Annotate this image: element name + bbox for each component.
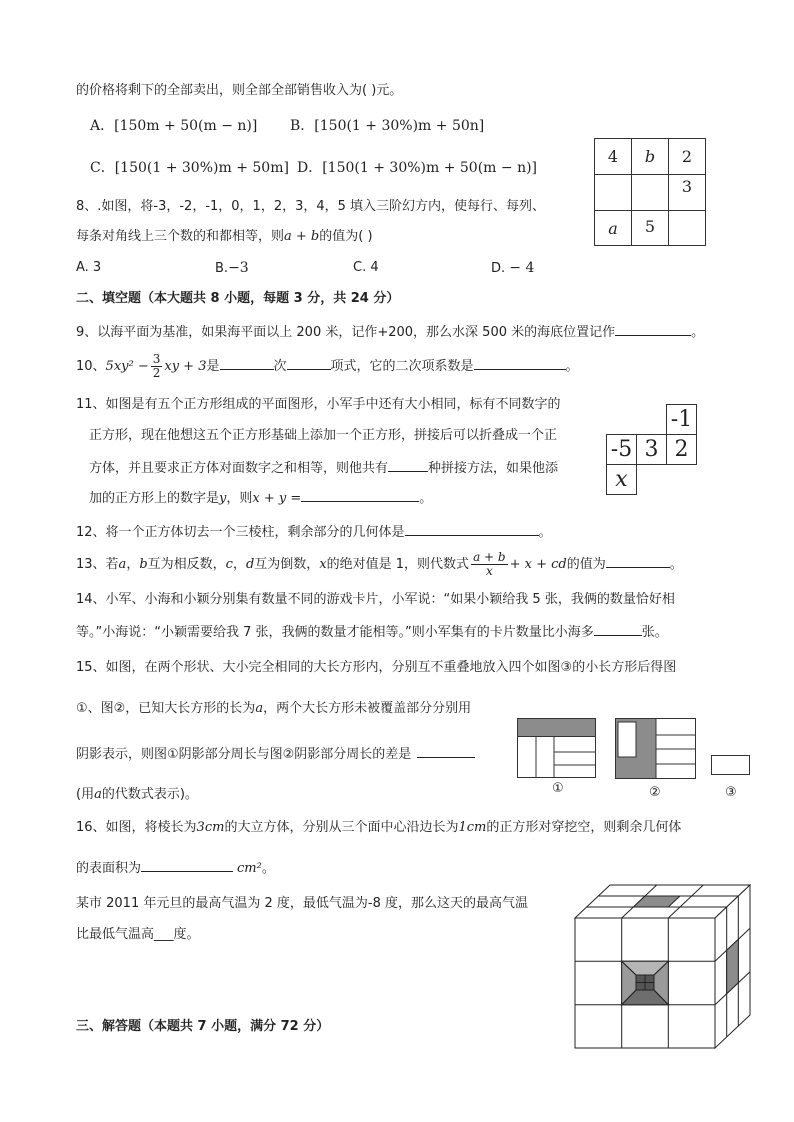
q8-line2-post: 的值为( ): [319, 229, 373, 244]
q16-hole-size: 1cm: [458, 820, 487, 835]
q11-variable-y: y: [219, 491, 227, 506]
net-square-mid: 2: [666, 434, 697, 465]
q13-pre: 13、若: [76, 557, 119, 572]
q16-line1-post: 的正方形对穿挖空，则剩余几何体: [486, 820, 682, 835]
q13-text-5: 的绝对值是 1，则代数式: [326, 557, 470, 572]
q13-text: 13、若a，b互为相反数，c，d互为倒数，x的绝对值是 1，则代数式 $\frac{a + b}{x}$ + x + cd的值为 。: [76, 550, 683, 578]
section-2-title: 二、填空题（本大题共 8 小题，每题 3 分，共 24 分）: [76, 291, 400, 306]
q10-text: 10、5xy² − $\frac{3}{2}$ xy + 3是 次 项式，它的二次项系数是 。: [76, 352, 579, 380]
q15-line2-pre: ①、图②，已知大长方形的长为: [76, 701, 256, 716]
hollowed-cube-figure: [570, 880, 756, 1052]
cube-net: [606, 404, 698, 496]
q8-line2: [76, 228, 373, 246]
q15-line1: 15、如图，在两个形状、大小完全相同的大长方形内，分别互不重叠地放入四个如图③的小长方形后得图: [76, 660, 677, 675]
q8-option-c: C. 4: [353, 260, 379, 275]
magic-cell: b: [631, 138, 669, 175]
q11-line4-mid: ，则: [226, 491, 253, 506]
q10-blank-terms[interactable]: [287, 356, 331, 370]
q13-fraction-numerator: a + b: [473, 550, 506, 564]
q15-line2-post: ，两个大长方形未被覆盖部分分别用: [263, 701, 472, 716]
q14-line2-end: 张。: [641, 625, 668, 640]
q10-expression-b: xy + 3: [164, 359, 207, 374]
q10-number: 10、: [76, 359, 106, 374]
q10-fraction-denominator: 2: [152, 366, 161, 380]
q13-expression-tail: + x + cd: [509, 557, 567, 572]
q8-option-b-value: −3: [228, 260, 249, 276]
magic-cell: [631, 174, 669, 211]
q16-answer-blank[interactable]: [141, 858, 233, 872]
extra-question-line1: 某市 2011 年元旦的最高气温为 2 度，最低气温为-8 度，那么这天的最高气温: [76, 896, 528, 911]
q10-text-2: 次: [273, 359, 287, 374]
magic-cell: 3: [668, 174, 706, 211]
q15-figure-3: [712, 756, 750, 775]
q15-var-a-2: a: [94, 787, 102, 802]
q12-body: 12、将一个正方体切去一个三棱柱，剩余部分的几何体是: [76, 525, 405, 540]
magic-cell: 5: [631, 210, 669, 246]
q10-text-1: 是: [206, 359, 220, 374]
q13-var-b: b: [139, 557, 148, 572]
q7-option-a: A．[150m + 50(m − n)]: [90, 118, 258, 134]
q16-line2-end: 。: [261, 861, 275, 876]
q13-var-a: a: [118, 557, 127, 572]
q13-sep-1: ，: [126, 557, 140, 572]
q9-text: 9、以海平面为基准，如果海平面以上 200 米，记作+200，那么水深 500 米的海底位置记作 。: [76, 322, 704, 342]
q13-text-4: 互为倒数，: [254, 557, 320, 572]
magic-cell: a: [594, 210, 632, 246]
q16-line2: [76, 858, 275, 878]
q11-line4-pre: 加的正方形上的数字是: [89, 491, 220, 506]
magic-cell: [594, 174, 632, 211]
magic-cell: 4: [594, 138, 632, 175]
q13-text-2: 互为相反数，: [147, 557, 226, 572]
net-square-top: -1: [666, 404, 697, 435]
magic-cell: 2: [668, 138, 706, 175]
q13-var-d: d: [245, 557, 255, 572]
q13-fraction-denominator: x: [485, 564, 493, 578]
extra-question-line2: 比最低气温高___度。: [76, 927, 200, 942]
q10-fraction: [151, 353, 163, 380]
q10-expression-a: 5xy² −: [105, 359, 149, 374]
q16-line1-mid: 的大立方体，分别从三个面中心沿边长为: [224, 820, 459, 835]
q16-unit: cm²: [237, 861, 262, 876]
q15-figure-1: [518, 719, 596, 778]
q15-line4: [76, 786, 198, 804]
q8-option-b: [215, 259, 249, 278]
q11-blank-ways[interactable]: [388, 458, 428, 472]
q8-option-d-label: D.: [491, 261, 506, 276]
magic-cell: [668, 210, 706, 246]
q10-fraction-numerator: 3: [152, 352, 161, 366]
q11-line3: [89, 458, 558, 478]
q7-text: 的价格将剩下的全部卖出，则全部全部销售收入为( )元。: [76, 83, 403, 98]
q7-option-c: C．[150(1 + 30%)m + 50m]: [90, 160, 289, 176]
q13-answer-blank[interactable]: [606, 554, 670, 568]
q15-line4-pre: (用: [76, 787, 95, 802]
q15-var-a: a: [255, 701, 264, 716]
q14-line1: 14、小军、小海和小颖分别集有数量不同的游戏卡片，小军说：“如果小颖给我 5 张，我俩的数量恰好相: [76, 592, 675, 607]
q13-var-c: c: [225, 557, 233, 572]
q16-edge-length: 3cm: [196, 820, 225, 835]
q12-answer-blank[interactable]: [405, 522, 539, 536]
figure-label-3: ③: [725, 785, 737, 800]
q14-line2-text: 等。”小海说：“小颖需要给我 7 张，我俩的数量才能相等。”则小军集有的卡片数量比小海多: [76, 625, 594, 640]
q8-line2-pre: 每条对角线上三个数的和都相等，则: [76, 229, 285, 244]
figure-label-2: ②: [649, 785, 661, 800]
q13-fraction: [471, 551, 508, 578]
q7-option-d: D．[150(1 + 30%)m + 50(m − n)]: [297, 160, 538, 176]
q9-body: 9、以海平面为基准，如果海平面以上 200 米，记作+200，那么水深 500 米的海底位置记作: [76, 325, 616, 340]
q12-text: 12、将一个正方体切去一个三棱柱，剩余部分的几何体是 。: [76, 522, 552, 542]
figure-label-1: ①: [552, 781, 564, 796]
net-square-mid: 3: [636, 434, 667, 465]
net-square-mid: -5: [606, 434, 637, 465]
q15-line2: [76, 700, 471, 718]
q15-figure-2: [616, 719, 696, 779]
magic-square-grid: [594, 138, 706, 246]
q8-option-d-value: − 4: [509, 260, 535, 276]
q11-line3-tail: 种拼接方法，如果他添: [428, 461, 559, 476]
q16-line1-pre: 16、如图，将棱长为: [76, 820, 197, 835]
q14-answer-blank[interactable]: [594, 622, 642, 636]
q16-line2-pre: 的表面积为: [76, 861, 142, 876]
q10-text-3: 项式，它的二次项系数是: [330, 359, 474, 374]
section-3-title: 三、解答题（本题共 7 小题，满分 72 分）: [76, 1019, 330, 1034]
q15-figures: [512, 712, 756, 802]
q16-line1: [76, 819, 681, 837]
q11-line4: 加的正方形上的数字是y，则x + y = 。: [89, 488, 432, 508]
q15-line4-post: 的代数式表示)。: [101, 787, 198, 802]
net-square-bottom: x: [606, 464, 637, 495]
q10-blank-degree[interactable]: [220, 356, 274, 370]
q9-answer-blank[interactable]: [615, 322, 691, 336]
q14-line2: [76, 622, 668, 642]
q11-line1: 11、如图是有五个正方形组成的平面图形，小军手中还有大小相同，标有不同数字的: [76, 397, 561, 412]
figure-1-shaded-region: [518, 719, 596, 737]
q8-expression: a + b: [284, 229, 320, 244]
q15-answer-blank[interactable]: [417, 744, 475, 758]
q11-line2: 正方形，现在他想这五个正方形基础上添加一个正方形，拼接后可以折叠成一个正: [89, 428, 558, 443]
q7-option-b: B．[150(1 + 30%)m + 50n]: [290, 118, 485, 134]
q11-line3-text: 方体，并且要求正方体对面数字之和相等，则他共有: [89, 461, 389, 476]
q8-option-d: [491, 259, 534, 278]
q8-line1: 8、.如图，将-3，-2，-1，0，1，2，3，4，5 填入三阶幻方内，使每行、每列、: [76, 199, 546, 214]
q15-line3: [76, 744, 475, 764]
q13-text-6: 的值为: [566, 557, 606, 572]
q11-expression: x + y =: [252, 491, 302, 506]
q8-option-a: A. 3: [76, 260, 102, 275]
q10-blank-coefficient[interactable]: [474, 356, 566, 370]
q11-blank-sum[interactable]: [301, 488, 419, 502]
q13-var-x: x: [319, 557, 327, 572]
q15-line3-text: 阴影表示，则图①阴影部分周长与图②阴影部分周长的差是: [76, 747, 412, 762]
q13-sep-3: ，: [232, 557, 246, 572]
q8-option-b-label: B.: [215, 261, 229, 276]
